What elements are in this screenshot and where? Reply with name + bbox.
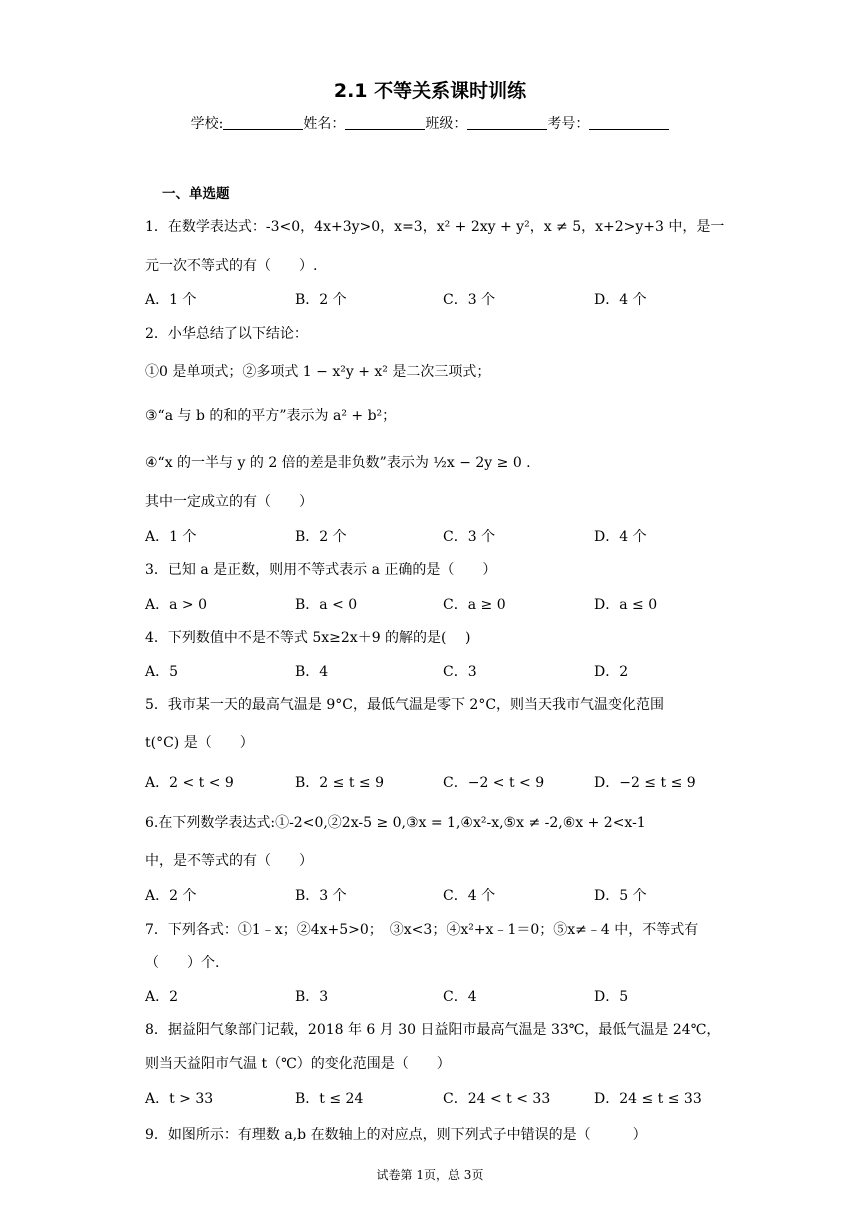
question-1-line-2: 元一次不等式的有（ ）. (145, 258, 318, 274)
option-c[interactable]: C．a ≥ 0 (443, 597, 506, 613)
option-c[interactable]: C．4 个 (443, 888, 496, 904)
question-2-line-2: ①0 是单项式；②多项式 1 − x²y + x² 是二次三项式； (145, 364, 491, 380)
question-6-line-1: 6.在下列数学表达式:①-2<0,②2x-5 ≥ 0,③x = 1,④x²-x,⑤x ≠ -2,⑥x + 2<x-1 (145, 815, 646, 831)
question-8-line-1: 8．据益阳气象部门记载，2018 年 6 月 30 日益阳市最高气温是 33℃，最低气温是 24℃， (145, 1022, 721, 1038)
option-c[interactable]: C．3 (443, 664, 477, 680)
question-5-line-2: t(°C) 是（ ） (145, 735, 254, 751)
option-a[interactable]: A．1 个 (145, 292, 197, 308)
option-d[interactable]: D．−2 ≤ t ≤ 9 (594, 775, 696, 791)
option-a[interactable]: A．2 (145, 989, 179, 1005)
question-9-line-1: 9．如图所示：有理数 a,b 在数轴上的对应点，则下列式子中错误的是（ ） (145, 1127, 647, 1143)
option-c[interactable]: C．−2 < t < 9 (443, 775, 545, 791)
question-2-line-3: ③“a 与 b 的和的平方”表示为 a² + b²； (145, 408, 397, 424)
option-c[interactable]: C．24 < t < 33 (443, 1091, 551, 1107)
class-blank[interactable] (467, 117, 547, 130)
option-d[interactable]: D．5 (594, 989, 629, 1005)
class-label: 班级： (425, 116, 468, 132)
option-a[interactable]: A．2 个 (145, 888, 197, 904)
page-footer: 试卷第 1页，总 3页 (376, 1168, 484, 1182)
question-2-line-1: 2．小华总结了以下结论： (145, 326, 308, 342)
exam-no-blank[interactable] (589, 117, 669, 130)
page-title: 2.1 不等关系课时训练 (333, 80, 527, 102)
name-label: 姓名： (303, 116, 346, 132)
option-b[interactable]: B．3 个 (295, 888, 347, 904)
question-8-line-2: 则当天益阳市气温 t（℃）的变化范围是（ ） (145, 1056, 451, 1072)
question-2-line-4: ④“x 的一半与 y 的 2 倍的差是非负数”表示为 ½x − 2y ≥ 0 . (145, 455, 531, 471)
option-a[interactable]: A．5 (145, 664, 179, 680)
option-d[interactable]: D．a ≤ 0 (594, 597, 658, 613)
option-d[interactable]: D．4 个 (594, 529, 647, 545)
school-label: 学校: (190, 116, 224, 132)
option-d[interactable]: D．4 个 (594, 292, 647, 308)
question-3-line-1: 3．已知 a 是正数，则用不等式表示 a 正确的是（ ） (145, 562, 497, 578)
student-info-row (0, 113, 860, 133)
school-blank[interactable] (223, 117, 303, 130)
option-a[interactable]: A．2 < t < 9 (145, 775, 234, 791)
exam-no-label: 考号： (547, 116, 590, 132)
option-d[interactable]: D．2 (594, 664, 629, 680)
question-7-line-1: 7．下列各式：①1﹣x；②4x+5>0； ③x<3；④x²+x﹣1＝0；⑤x≠﹣4 中，不等式有 (145, 922, 699, 938)
question-7-line-2: （ ）个. (145, 955, 220, 971)
question-4-line-1: 4．下列数值中不是不等式 5x≥2x＋9 的解的是( ) (145, 630, 471, 646)
question-6-line-2: 中，是不等式的有（ ） (145, 853, 313, 869)
option-c[interactable]: C．4 (443, 989, 477, 1005)
option-b[interactable]: B．2 个 (295, 292, 347, 308)
option-d[interactable]: D．24 ≤ t ≤ 33 (594, 1091, 702, 1107)
option-b[interactable]: B．t ≤ 24 (295, 1091, 364, 1107)
question-5-line-1: 5．我市某一天的最高气温是 9°C，最低气温是零下 2°C，则当天我市气温变化范围 (145, 697, 665, 713)
option-a[interactable]: A．t > 33 (145, 1091, 214, 1107)
option-b[interactable]: B．2 个 (295, 529, 347, 545)
question-2-line-5: 其中一定成立的有（ ） (145, 494, 313, 510)
section-title: 一、单选题 (162, 186, 230, 202)
option-d[interactable]: D．5 个 (594, 888, 647, 904)
option-a[interactable]: A．a > 0 (145, 597, 207, 613)
option-b[interactable]: B．4 (295, 664, 329, 680)
option-c[interactable]: C．3 个 (443, 529, 496, 545)
option-b[interactable]: B．a < 0 (295, 597, 358, 613)
name-blank[interactable] (345, 117, 425, 130)
option-c[interactable]: C．3 个 (443, 292, 496, 308)
option-b[interactable]: B．3 (295, 989, 329, 1005)
option-a[interactable]: A．1 个 (145, 529, 197, 545)
option-b[interactable]: B．2 ≤ t ≤ 9 (295, 775, 384, 791)
question-1-line-1: 1．在数学表达式：-3<0，4x+3y>0，x=3，x² + 2xy + y²，x ≠ 5，x+2>y+3 中，是一 (145, 219, 725, 235)
